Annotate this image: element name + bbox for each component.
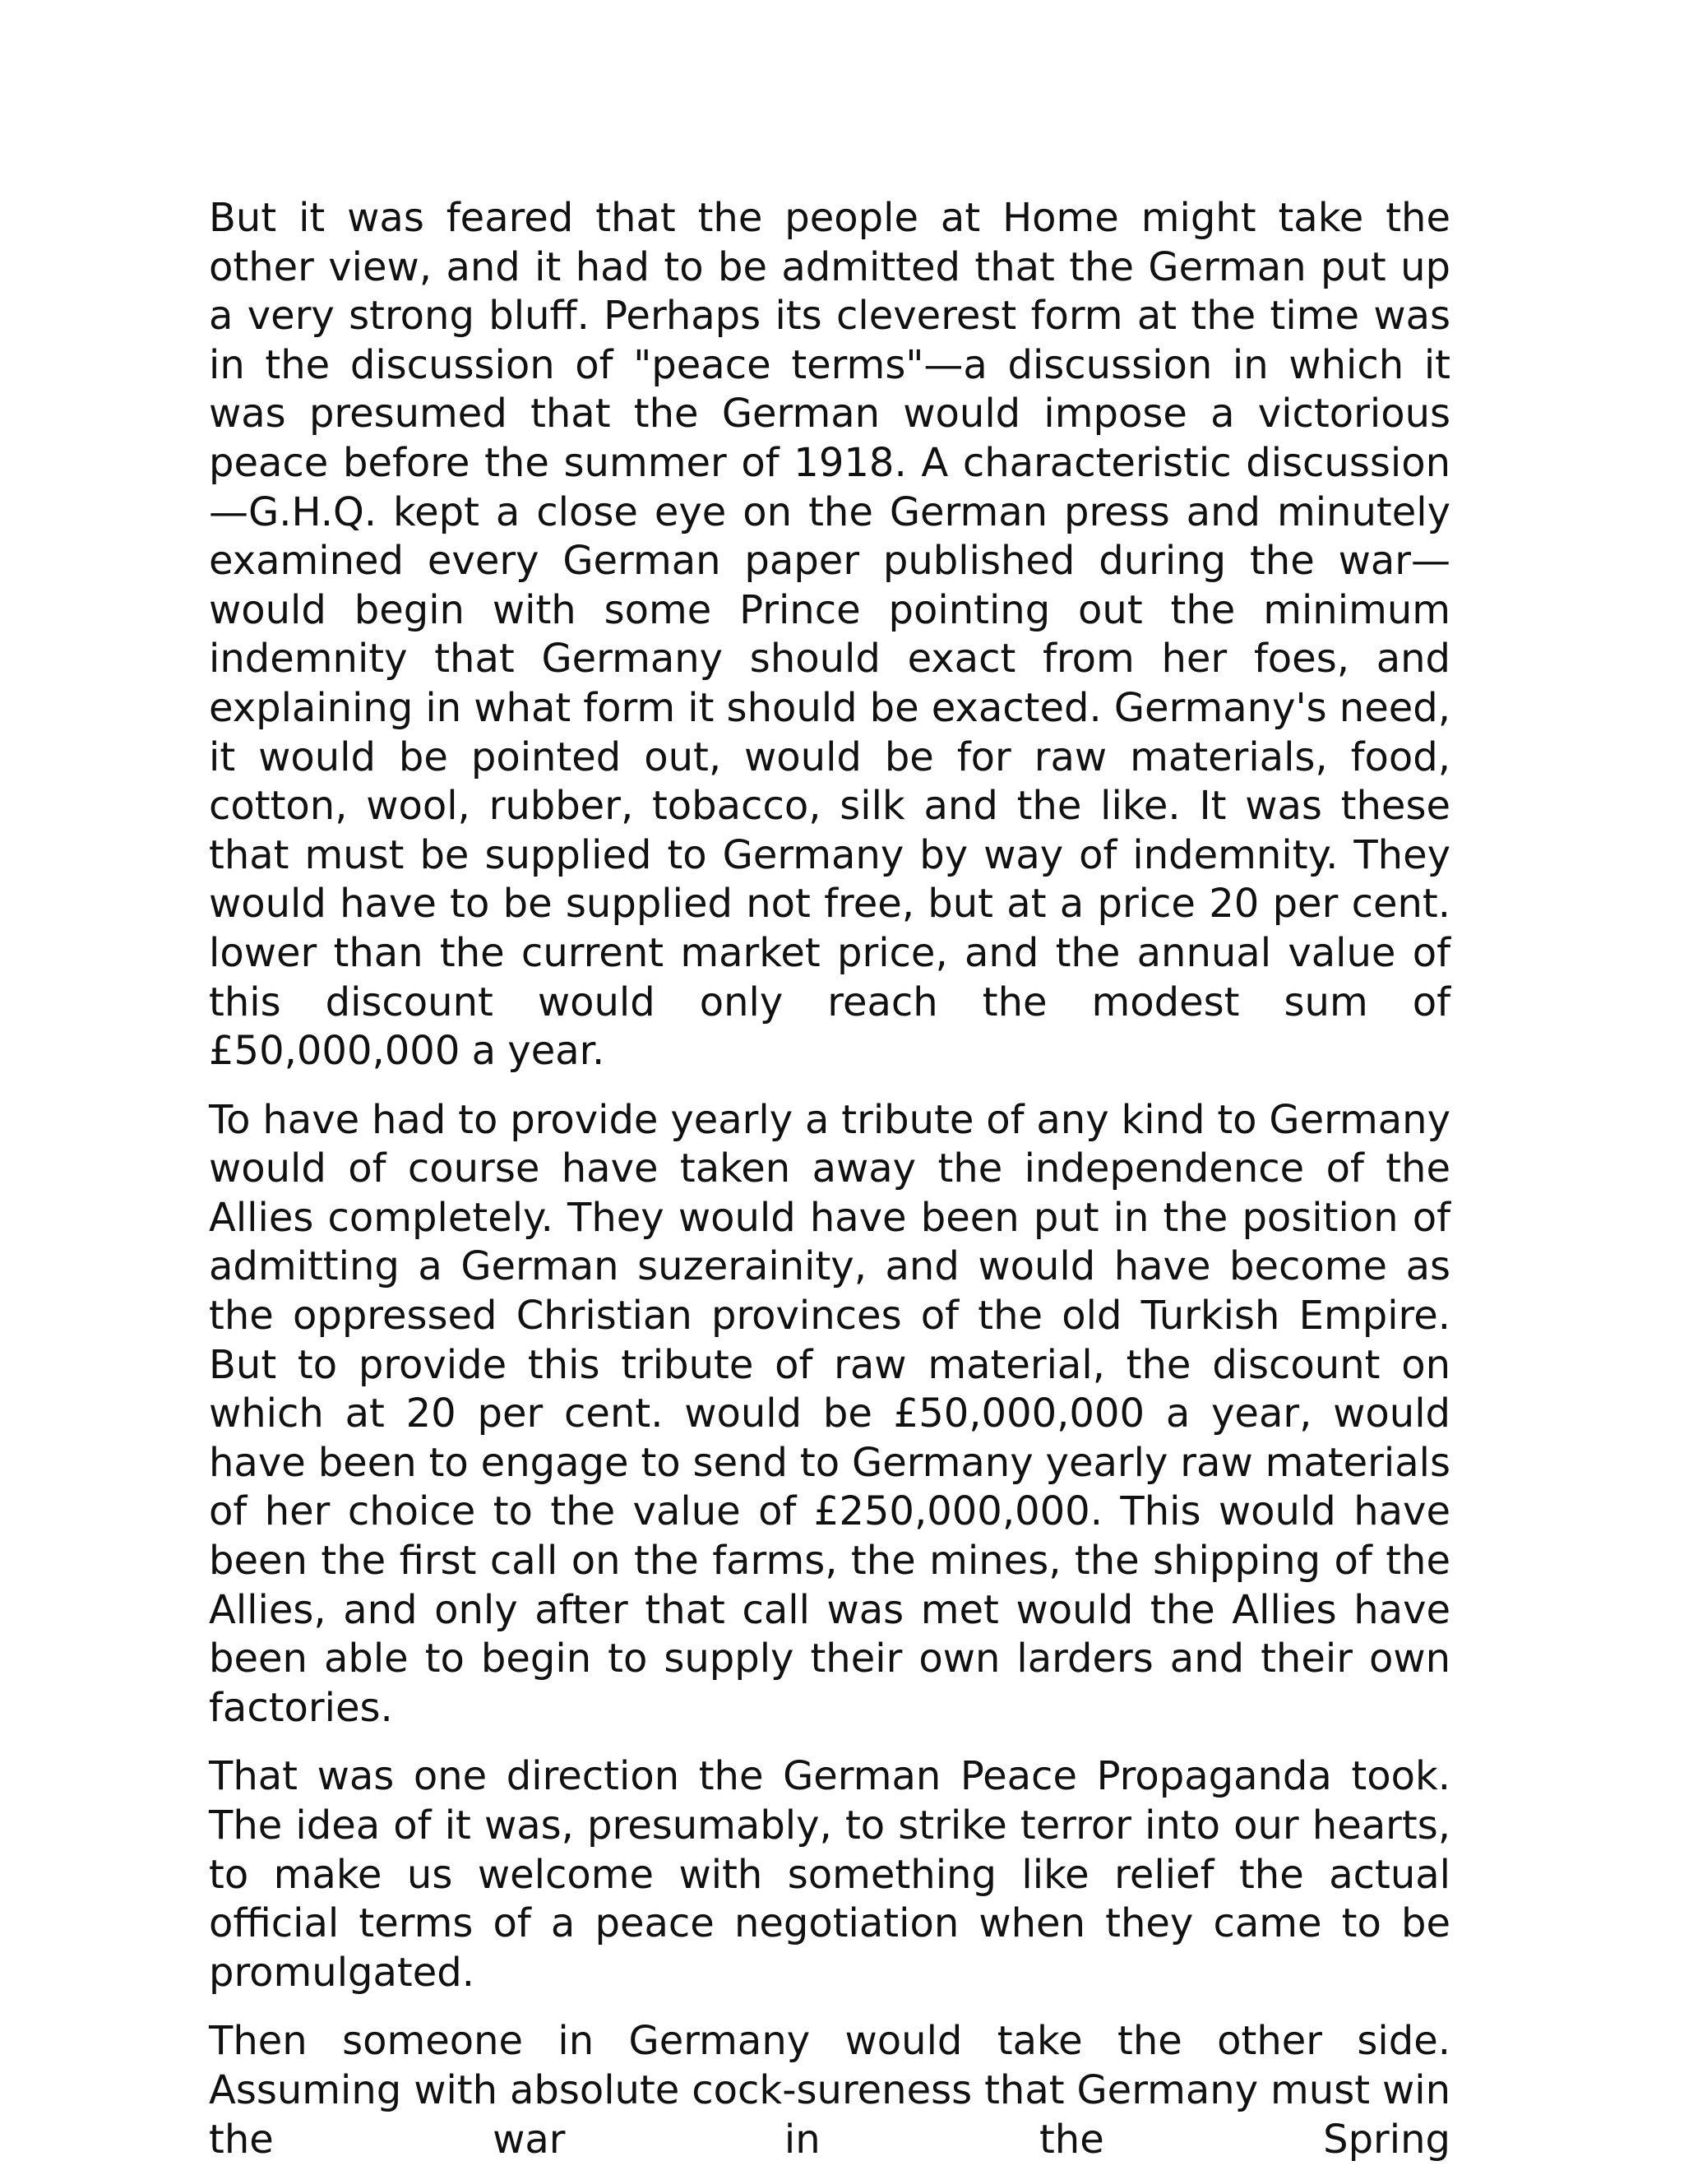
paragraph-3: That was one direction the German Peace Propaganda took. The idea of it was, presumably, to strike terror into our hearts, to make us welcome with something like relief the actual official terms of a peace negotiation when they came to be promulgated. <box>209 1753 1450 1996</box>
document-page <box>209 194 1450 2184</box>
paragraph-4: Then someone in Germany would take the other side. Assuming with absolute cock-sureness that Germany must win the war in the Spring <box>209 2018 1450 2163</box>
paragraph-2: To have had to provide yearly a tribute of any kind to Germany would of course have taken away the independence of the Allies completely. They would have been put in the position of admitting a German suzerainity, and would have become as the oppressed Christian provinces of the old Turkish Empire. But to provide this tribute of raw material, the discount on which at 20 per cent. would be £50,000,000 a year, would have been to engage to send to Germany yearly raw materials of her choice to the value of £250,000,000. This would have been the first call on the farms, the mines, the shipping of the Allies, and only after that call was met would the Allies have been able to begin to supply their own larders and their own factories. <box>209 1096 1450 1731</box>
paragraph-1: But it was feared that the people at Home might take the other view, and it had to be admitted that the German put up a very strong bluff. Perhaps its cleverest form at the time was in the discussion of "peace terms"—a discussion in which it was presumed that the German would impose a victorious peace before the summer of 1918. A characteristic discussion—G.H.Q. kept a close eye on the German press and minutely examined every German paper published during the war—would begin with some Prince pointing out the minimum indemnity that Germany should exact from her foes, and explaining in what form it should be exacted. Germany's need, it would be pointed out, would be for raw materials, food, cotton, wool, rubber, tobacco, silk and the like. It was these that must be supplied to Germany by way of indemnity. They would have to be supplied not free, but at a price 20 per cent. lower than the current market price, and the annual value of this discount would only reach the modest sum of £50,000,000 a year. <box>209 195 1450 1075</box>
